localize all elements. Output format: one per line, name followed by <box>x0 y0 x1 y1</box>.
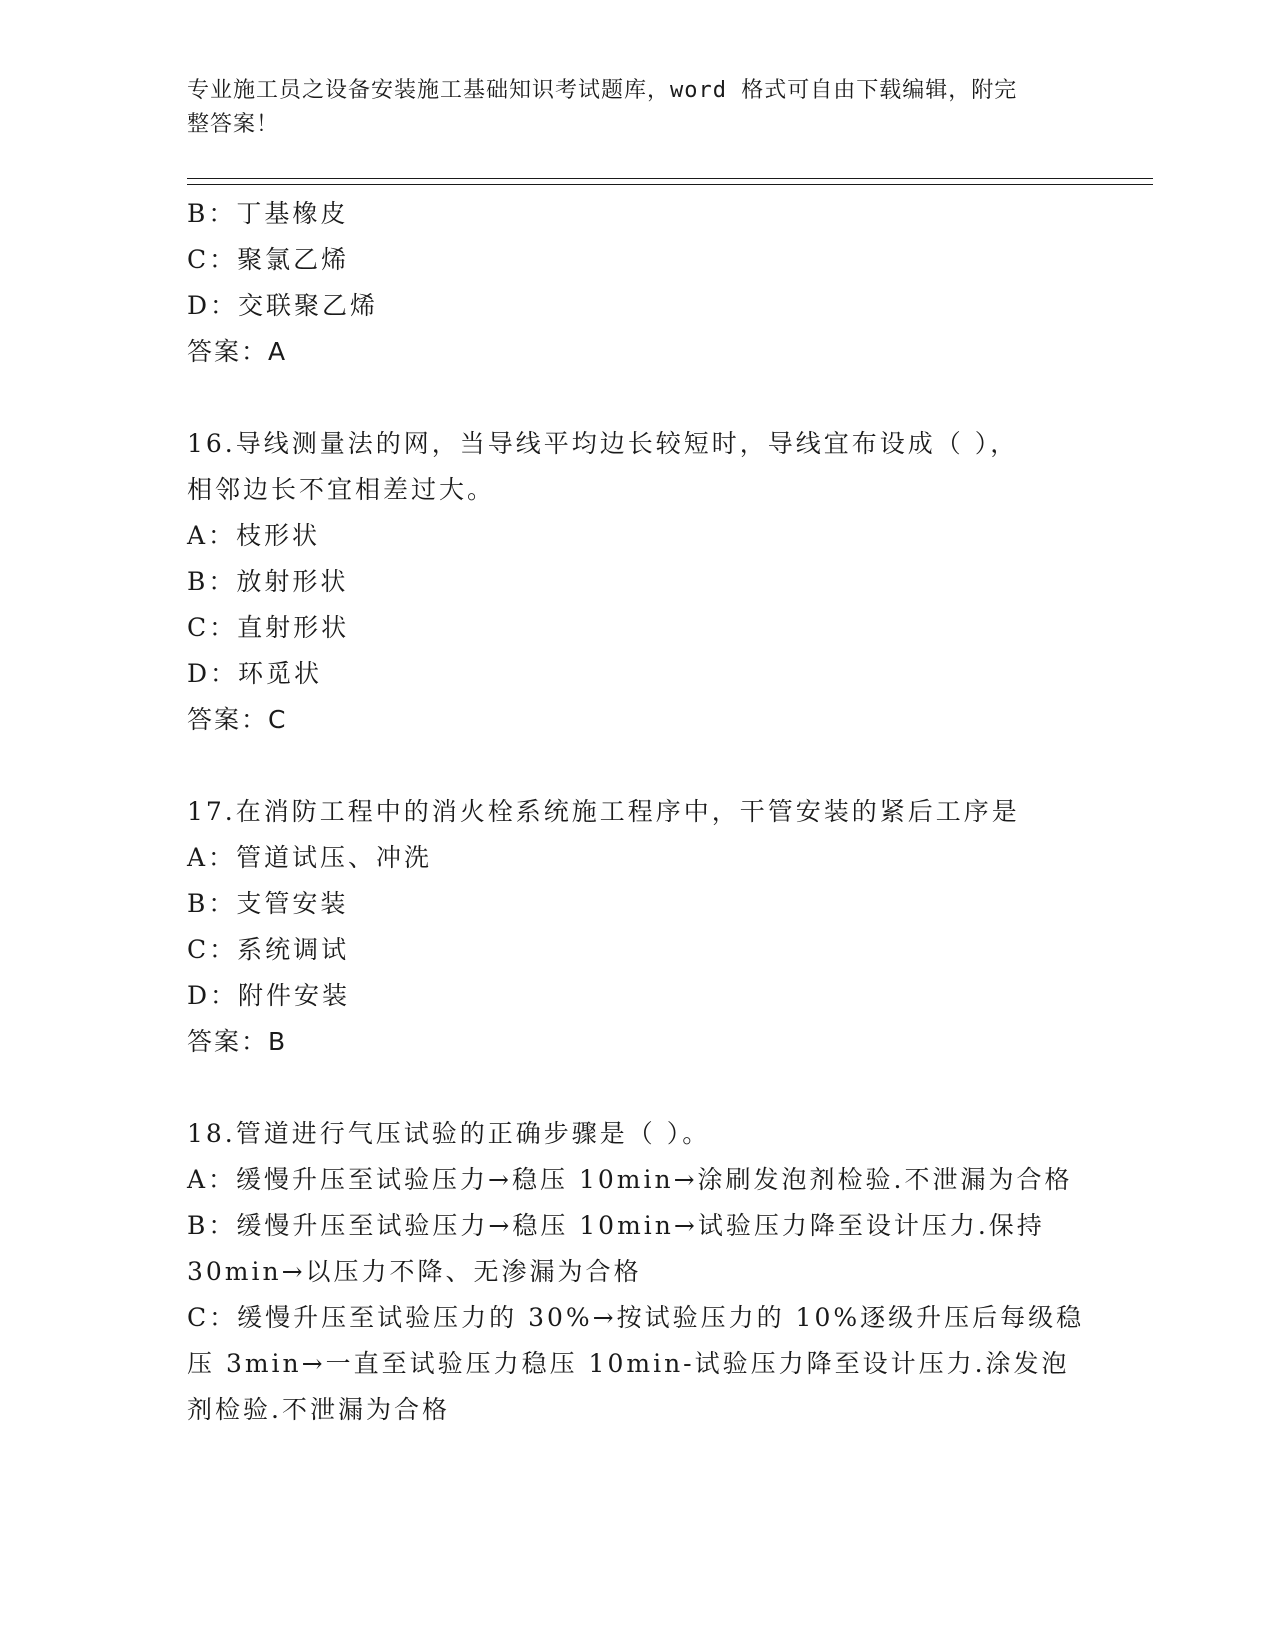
answer-line: 答案：C <box>187 705 288 734</box>
question-stem-continued: 相邻边长不宜相差过大。 <box>187 475 496 504</box>
option-d: D：交联聚乙烯 <box>187 291 379 320</box>
option-c: C：直射形状 <box>187 613 350 642</box>
option-b: B：缓慢升压至试验压力→稳压 10min→试验压力降至设计压力.保持 <box>187 1211 1045 1240</box>
header-double-rule <box>187 178 1153 185</box>
spacer <box>187 1065 1087 1111</box>
question-15-tail <box>187 191 1087 375</box>
option-b: B：支管安装 <box>187 889 349 918</box>
answer-line: 答案：B <box>187 1027 288 1056</box>
spacer <box>187 375 1087 421</box>
option-c-continued: 压 3min→一直至试验压力稳压 10min-试验压力降至设计压力.涂发泡 <box>187 1349 1070 1378</box>
question-17 <box>187 789 1087 1065</box>
question-stem: 18.管道进行气压试验的正确步骤是（ ）。 <box>187 1119 711 1148</box>
option-c-continued: 剂检验.不泄漏为合格 <box>187 1395 450 1424</box>
option-b: B：放射形状 <box>187 567 349 596</box>
question-16 <box>187 421 1087 743</box>
question-stem: 16.导线测量法的网，当导线平均边长较短时，导线宜布设成（ ）， <box>187 429 1019 458</box>
option-d: D：环觅状 <box>187 659 323 688</box>
option-b-continued: 30min→以压力不降、无渗漏为合格 <box>187 1257 642 1286</box>
spacer <box>187 743 1087 789</box>
option-d: D：附件安装 <box>187 981 351 1010</box>
question-18 <box>187 1111 1087 1433</box>
document-body <box>187 191 1087 1433</box>
document-header <box>187 74 1087 142</box>
question-stem: 17.在消防工程中的消火栓系统施工程序中，干管安装的紧后工序是 <box>187 797 1020 826</box>
header-line-2: 整答案！ <box>187 112 280 137</box>
option-c: C：聚氯乙烯 <box>187 245 350 274</box>
option-a: A：管道试压、冲洗 <box>187 843 433 872</box>
option-a: A：缓慢升压至试验压力→稳压 10min→涂刷发泡剂检验.不泄漏为合格 <box>187 1165 1073 1194</box>
answer-line: 答案：A <box>187 337 288 366</box>
option-c: C：系统调试 <box>187 935 350 964</box>
option-a: A：枝形状 <box>187 521 321 550</box>
header-line-1: 专业施工员之设备安装施工基础知识考试题库，word 格式可自由下载编辑，附完 <box>187 78 1018 103</box>
option-b: B：丁基橡皮 <box>187 199 349 228</box>
option-c: C：缓慢升压至试验压力的 30%→按试验压力的 10%逐级升压后每级稳 <box>187 1303 1085 1332</box>
